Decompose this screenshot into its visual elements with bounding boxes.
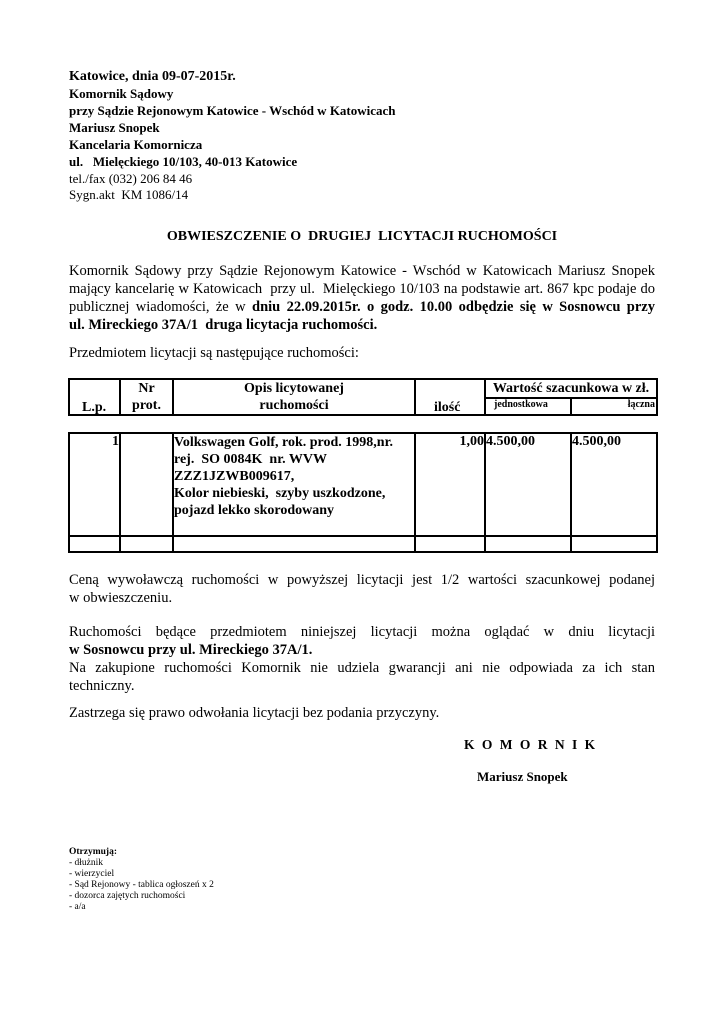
row-desc-line: rej. SO 0084K nr. WVW <box>174 452 327 467</box>
header-value-cell <box>485 379 657 415</box>
row-desc-line: ZZZ1JZWB009617, <box>174 469 295 484</box>
header-lp-cell <box>69 379 120 415</box>
subject-line: Przedmiotem licytacji są następujące ruchomości: <box>69 345 359 361</box>
recipients-heading: Otrzymują: <box>69 847 118 857</box>
case-signature: Sygn.akt KM 1086/14 <box>69 187 189 202</box>
header-value-divider <box>570 399 572 414</box>
header-nr-cell <box>120 379 173 415</box>
office-address: ul. Mielęckiego 10/103, 40-013 Katowice <box>69 154 298 169</box>
row-desc-line: Volkswagen Golf, rok. prod. 1998,nr. <box>174 435 393 450</box>
header-desc-cell <box>173 379 415 415</box>
header-nr-2: prot. <box>132 398 161 413</box>
header-value: Wartość szacunkowa w zł. <box>486 380 656 399</box>
row-total-value: 4.500,00 <box>571 433 657 536</box>
viewing-line-4: techniczny. <box>69 678 135 694</box>
header-desc-1: Opis licytowanej <box>244 381 344 396</box>
chancellery: Kancelaria Komornicza <box>69 137 203 152</box>
bailiff-name: Mariusz Snopek <box>69 120 160 135</box>
header-total: łączna <box>627 399 655 410</box>
intro-line-2: mający kancelarię w Katowicach przy ul. Mielęckiego 10/103 na podstawie art. 867 kpc podaje do <box>69 281 655 297</box>
viewing-info <box>69 623 655 695</box>
page-title: OBWIESZCZENIE O DRUGIEJ LICYTACJI RUCHOMOŚCI <box>166 229 558 244</box>
recipient-item: - dozorca zajętych ruchomości <box>69 891 186 901</box>
header-qty: ilość <box>434 400 461 415</box>
intro-paragraph <box>69 262 655 334</box>
viewing-line-2: w Sosnowcu przy ul. Mireckiego 37A/1. <box>69 642 313 658</box>
header-unit: jednostkowa <box>494 399 548 410</box>
recipient-item: - dłużnik <box>69 858 104 868</box>
table-body <box>68 432 658 553</box>
recipient-item: - a/a <box>69 902 86 912</box>
intro-line-1: Komornik Sądowy przy Sądzie Rejonowym Katowice - Wschód w Katowicach Mariusz Snopek <box>69 263 655 279</box>
header-desc-2: ruchomości <box>259 398 329 413</box>
row-lp: 1 <box>69 433 120 536</box>
row-nr <box>120 433 173 536</box>
header-lp: L.p. <box>82 400 107 415</box>
table-header <box>68 378 658 416</box>
court-name: przy Sądzie Rejonowym Katowice - Wschód w Katowicach <box>69 103 396 118</box>
table-row-empty <box>69 536 657 552</box>
table-row <box>69 433 657 536</box>
intro-line-3-bold: dniu 22.09.2015r. o godz. 10.00 odbędzie się w Sosnowcu przy <box>252 299 655 315</box>
header-nr-1: Nr <box>138 381 155 396</box>
row-description <box>173 433 415 536</box>
price-note <box>69 571 655 607</box>
place-date: Katowice, dnia 09-07-2015r. <box>69 69 236 84</box>
recipient-item: - wierzyciel <box>69 869 115 879</box>
row-unit-value: 4.500,00 <box>485 433 571 536</box>
signature-name: Mariusz Snopek <box>477 769 568 784</box>
viewing-line-1: Ruchomości będące przedmiotem niniejszej licytacji można oglądać w dniu licytacji <box>69 624 655 640</box>
office-phone: tel./fax (032) 206 84 46 <box>69 171 193 186</box>
signature-role: K O M O R N I K <box>464 737 598 752</box>
viewing-line-3: Na zakupione ruchomości Komornik nie udziela gwarancji ani nie odpowiada za ich stan <box>69 660 655 676</box>
price-note-line-2: w obwieszczeniu. <box>69 590 173 606</box>
intro-line-3-normal: publicznej wiadomości, że w <box>69 299 252 315</box>
row-desc-line: pojazd lekko skorodowany <box>174 503 335 518</box>
reservation-note: Zastrzega się prawo odwołania licytacji bez podania przyczyny. <box>69 705 440 721</box>
header-qty-cell <box>415 379 485 415</box>
intro-line-3 <box>69 298 655 316</box>
office-title: Komornik Sądowy <box>69 86 174 101</box>
price-note-line-1: Ceną wywoławczą ruchomości w powyższej licytacji jest 1/2 wartości szacunkowej podanej <box>69 572 655 588</box>
intro-line-4: ul. Mireckiego 37A/1 druga licytacja ruchomości. <box>69 317 378 333</box>
row-desc-line: Kolor niebieski, szyby uszkodzone, <box>174 486 386 501</box>
row-qty: 1,00 <box>415 433 485 536</box>
recipient-item: - Sąd Rejonowy - tablica ogłoszeń x 2 <box>69 880 214 890</box>
